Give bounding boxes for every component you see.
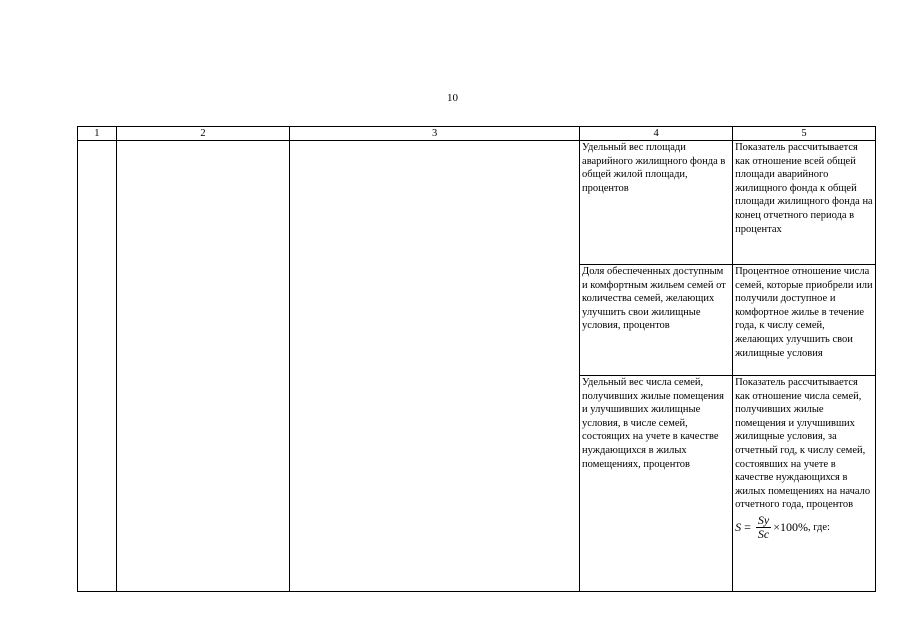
- percentage-formula: [735, 514, 873, 541]
- indicator-cell: Удельный вес числа семей, получивших жилые помещения и улучшивших жилищные условия, в числе семей, состоящих на учете в качестве нуждающихся в жилых помещениях, процентов: [580, 376, 733, 592]
- formula-suffix: , где:: [807, 521, 830, 533]
- formula-denominator: Sc: [757, 526, 770, 541]
- page-number: 10: [447, 92, 458, 104]
- table-header-row: [78, 127, 876, 141]
- header-col-1: 1: [78, 127, 117, 141]
- method-cell: [733, 376, 876, 592]
- indicator-cell: Удельный вес площади аварийного жилищного фонда в общей жилой площади, процентов: [580, 141, 733, 265]
- header-col-2: 2: [116, 127, 289, 141]
- header-col-4: 4: [580, 127, 733, 141]
- header-col-5: 5: [733, 127, 876, 141]
- indicator-cell: Доля обеспеченных доступным и комфортным жильем семей от количества семей, желающих улучшить свои жилищные условия, процентов: [580, 265, 733, 376]
- method-text: Показатель рассчитывается как отношение числа семей, получивших жилые помещения и улучшивших жилищные условия, за отчетный год, к числу семей, состоявших на учете в качестве нуждающихся в жилых помещениях на начало отчетного года, процентов: [735, 377, 871, 511]
- method-cell: Процентное отношение числа семей, которые приобрели или получили доступное и комфортное жилье в течение года, к числу семей, желающих улучшить свои жилищные условия: [733, 265, 876, 376]
- cell-col-3: [290, 141, 580, 592]
- method-cell: Показатель рассчитывается как отношение всей общей площади аварийного жилищного фонда к общей площади жилищного фонда на конец отчетного периода в процентах: [733, 141, 876, 265]
- header-col-3: 3: [290, 127, 580, 141]
- cell-col-1: [78, 141, 117, 592]
- formula-fraction: [756, 514, 771, 541]
- formula-equals: =: [744, 519, 751, 534]
- table-row: [78, 141, 876, 265]
- cell-col-2: [116, 141, 289, 592]
- formula-multiplier: ×100%: [773, 519, 808, 534]
- formula-numerator: Sy: [757, 512, 770, 527]
- indicators-table: [77, 126, 876, 592]
- formula-lhs: S: [735, 519, 742, 534]
